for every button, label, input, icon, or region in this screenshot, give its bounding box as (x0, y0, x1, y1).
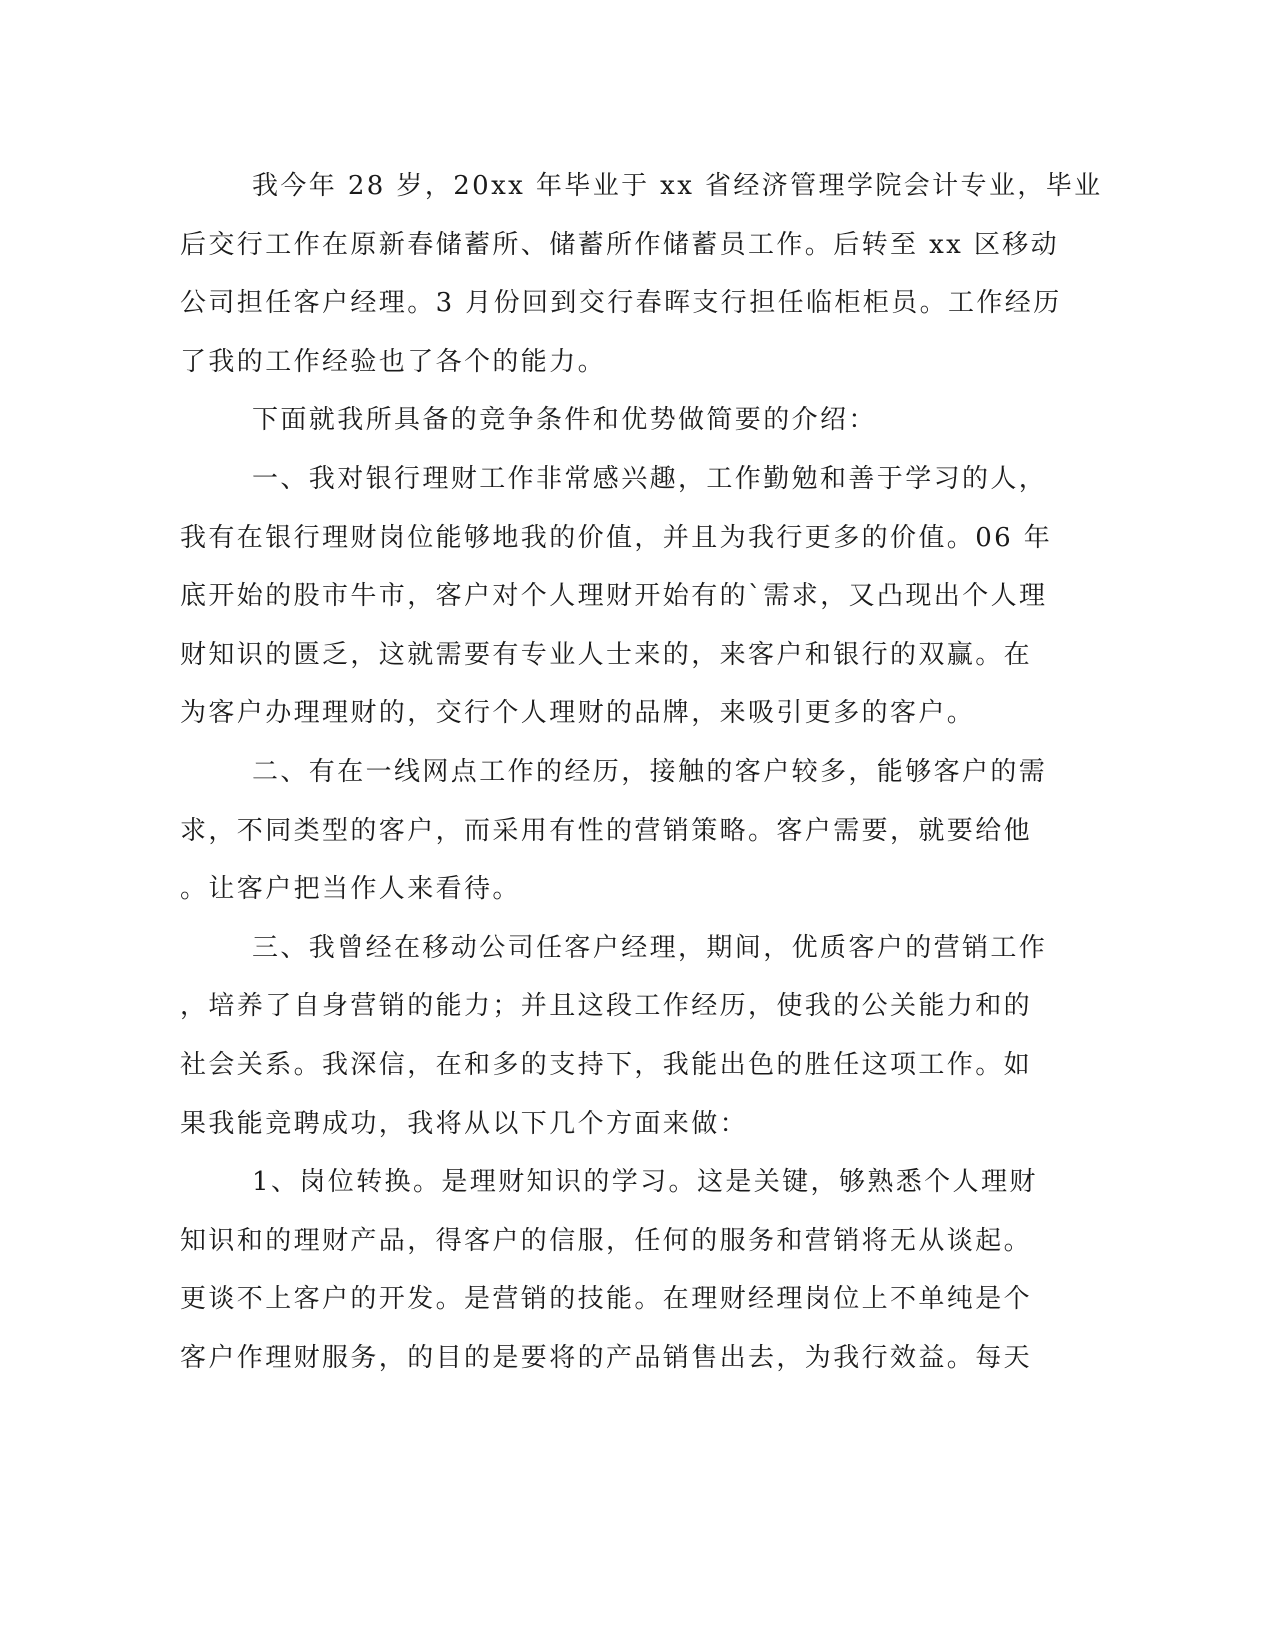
text-line: 。让客户把当作人来看待。 (180, 874, 521, 905)
text-line: 我今年 28 岁，20xx 年毕业于 xx 省经济管理学院会计专业，毕业 (252, 171, 1103, 201)
text-line: 后交行工作在原新春储蓄所、储蓄所作储蓄员工作。后转至 xx 区移动 (180, 229, 1060, 260)
text-line: ，培养了自身营销的能力；并且这段工作经历，使我的公关能力和的 (180, 991, 1033, 1022)
text-line: 了我的工作经验也了各个的能力。 (180, 346, 607, 377)
text-line: 社会关系。我深信，在和多的支持下，我能出色的胜任这项工作。如 (180, 1049, 1033, 1080)
text-line: 二、有在一线网点工作的经历，接触的客户较多，能够客户的需 (252, 756, 1048, 787)
text-line: 三、我曾经在移动公司任客户经理，期间，优质客户的营销工作 (252, 932, 1048, 963)
text-line: 为客户办理理财的，交行个人理财的品牌，来吸引更多的客户。 (180, 698, 976, 729)
text-line: 知识和的理财产品，得客户的信服，任何的服务和营销将无从谈起。 (180, 1225, 1033, 1256)
text-line: 求，不同类型的客户，而采用有性的营销策略。客户需要，就要给他 (180, 815, 1033, 846)
text-line: 一、我对银行理财工作非常感兴趣，工作勤勉和善于学习的人， (252, 463, 1048, 494)
text-line: 下面就我所具备的竞争条件和优势做简要的介绍： (252, 405, 877, 436)
text-line: 公司担任客户经理。3 月份回到交行春晖支行担任临柜柜员。工作经历 (180, 288, 1062, 319)
text-line: 1、岗位转换。是理财知识的学习。这是关键，够熟悉个人理财 (252, 1167, 1038, 1198)
text-line: 财知识的匮乏，这就需要有专业人士来的，来客户和银行的双赢。在 (180, 639, 1033, 670)
text-line: 底开始的股市牛市，客户对个人理财开始有的`需求，又凸现出个人理 (180, 581, 1048, 612)
text-line: 果我能竞聘成功，我将从以下几个方面来做： (180, 1108, 749, 1139)
text-line: 更谈不上客户的开发。是营销的技能。在理财经理岗位上不单纯是个 (180, 1284, 1033, 1315)
text-line: 客户作理财服务，的目的是要将的产品销售出去，为我行效益。每天 (180, 1342, 1033, 1373)
text-line: 我有在银行理财岗位能够地我的价值，并且为我行更多的价值。06 年 (180, 522, 1053, 553)
body-text (180, 157, 1103, 1387)
